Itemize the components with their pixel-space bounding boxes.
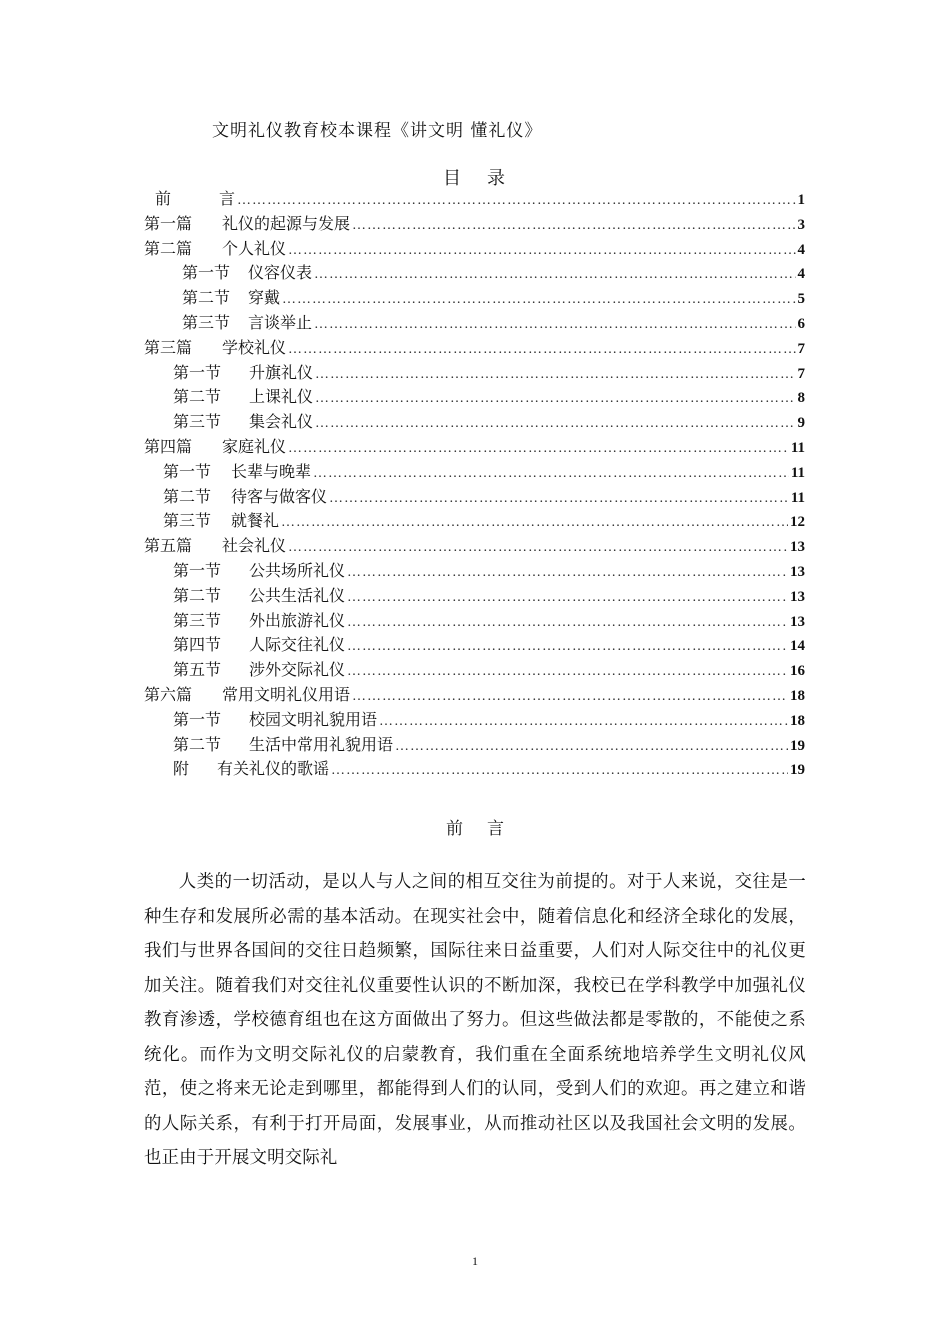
toc-entry-label: [173, 757, 329, 781]
toc-entry-number: 第一节: [163, 461, 212, 481]
toc-leader-dots: [379, 710, 788, 734]
toc-entry-number: 第四篇: [144, 437, 193, 456]
toc-leader-dots: [347, 635, 788, 659]
toc-entry-number: 第一节: [173, 709, 222, 729]
toc-leader-dots: [347, 611, 788, 635]
toc-entry-page: 7: [797, 340, 805, 357]
toc-entry[interactable]: [182, 261, 805, 285]
toc-entry-label: [173, 410, 313, 434]
toc-entry-label: [173, 633, 345, 657]
toc-entry[interactable]: [173, 385, 805, 409]
toc-entry[interactable]: [144, 212, 805, 236]
toc-entry-label: [182, 261, 312, 285]
toc-leader-dots: [347, 660, 788, 684]
toc-entry-label: [163, 485, 327, 509]
toc-entry-label: [144, 534, 286, 558]
toc-entry-page: 5: [797, 291, 805, 308]
toc-entry-page: 13: [790, 588, 805, 605]
toc-entry[interactable]: [144, 237, 805, 261]
toc-entry-label: [155, 187, 235, 211]
toc-entry-title: 人际交往礼仪: [249, 635, 346, 655]
toc-entry-page: 19: [790, 762, 805, 779]
toc-entry-number: 第六篇: [144, 685, 193, 704]
toc-entry-label: [173, 361, 313, 385]
toc-entry-title: 外出旅游礼仪: [249, 610, 346, 630]
toc-entry-title: 待客与做客仪: [231, 486, 328, 506]
toc-entry-number: 第一节: [173, 362, 222, 382]
toc-entry-number: 第一节: [173, 561, 222, 580]
toc-entry-title: 生活中常用礼貌用语: [249, 734, 394, 754]
toc-entry[interactable]: [173, 658, 805, 682]
toc-leader-dots: [314, 263, 795, 287]
toc-leader-dots: [315, 387, 795, 411]
toc-entry-label: [173, 658, 345, 682]
toc-entry-page: 14: [790, 638, 805, 655]
toc-entry-title: 校园文明礼貌用语: [249, 709, 378, 729]
toc-entry-label: [182, 311, 312, 335]
toc-entry[interactable]: [173, 609, 805, 633]
toc-entry-number: 第二节: [173, 734, 222, 754]
toc-leader-dots: [288, 239, 795, 263]
toc-leader-dots: [331, 759, 788, 783]
toc-entry-label: [144, 683, 350, 707]
toc-entry[interactable]: [173, 410, 805, 434]
toc-entry-label: [144, 336, 286, 360]
toc-entry-label: [182, 286, 280, 310]
toc-entry-number: 第三节: [173, 412, 222, 432]
toc-entry-label: [173, 385, 313, 409]
toc-entry-number: 第五节: [173, 660, 222, 680]
toc-entry-page: 13: [790, 539, 805, 556]
toc-entry-title: 升旗礼仪: [249, 362, 314, 382]
toc-entry[interactable]: [144, 336, 805, 360]
toc-entry-page: 13: [790, 613, 805, 630]
toc-entry-number: 前: [155, 189, 172, 208]
toc-entry[interactable]: [163, 485, 805, 509]
toc-entry-title: 个人礼仪: [222, 238, 287, 258]
toc-leader-dots: [288, 536, 788, 560]
toc-entry-title: 上课礼仪: [249, 387, 314, 407]
document-title: 文明礼仪教育校本课程《讲文明 懂礼仪》: [212, 121, 543, 141]
toc-heading-char-1: 目: [443, 168, 463, 189]
toc-entry[interactable]: [173, 633, 805, 657]
toc-entry-label: [144, 237, 286, 261]
toc-heading-char-2: 录: [487, 168, 507, 189]
toc-entry-page: 11: [790, 440, 805, 456]
page-number: 1: [472, 1254, 478, 1268]
toc-entry-title: 常用文明礼仪用语: [222, 685, 351, 704]
toc-entry-number: 第三节: [173, 610, 222, 630]
toc-entry-page: 11: [790, 489, 805, 506]
toc-entry-number: 第二节: [173, 585, 222, 605]
toc-entry-label: [173, 609, 345, 633]
toc-entry-page: 6: [797, 316, 805, 332]
toc-entry-title: 家庭礼仪: [222, 437, 287, 456]
toc-entry-number: 第一篇: [144, 213, 193, 233]
toc-entry-title: 有关礼仪的歌谣: [217, 759, 330, 779]
toc-entry-number: 第二篇: [144, 238, 193, 258]
toc-entry-number: 第二节: [173, 387, 222, 407]
toc-leader-dots: [395, 735, 788, 759]
toc-entry[interactable]: [173, 559, 805, 583]
toc-leader-dots: [314, 313, 795, 337]
toc-entry-number: 第二节: [182, 288, 231, 308]
toc-leader-dots: [315, 363, 795, 387]
toc-entry[interactable]: [182, 286, 805, 310]
toc-entry-title: 穿戴: [248, 288, 281, 308]
toc-entry-title: 社会礼仪: [222, 536, 287, 556]
toc-entry[interactable]: [163, 460, 805, 484]
toc-entry-title: 学校礼仪: [222, 337, 287, 357]
toc-entry[interactable]: [144, 435, 805, 459]
preface-heading-char-1: 前: [446, 819, 463, 839]
toc-leader-dots: [347, 561, 788, 585]
toc-entry[interactable]: [173, 733, 805, 757]
preface-heading: [0, 814, 950, 839]
toc-entry-title: 就餐礼: [231, 511, 280, 531]
toc-leader-dots: [281, 511, 788, 535]
toc-entry-label: [173, 559, 345, 583]
toc-entry-title: 长辈与晚辈: [231, 461, 312, 481]
toc-leader-dots: [329, 487, 789, 511]
toc-entry-title: 涉外交际礼仪: [249, 660, 346, 680]
toc-entry-title: 公共场所礼仪: [249, 561, 346, 580]
toc-entry-number: 第三节: [163, 511, 212, 531]
toc-entry-label: [173, 708, 377, 732]
toc-entry-label: [173, 584, 345, 608]
toc-entry-page: 4: [797, 266, 805, 283]
preface-paragraph: 人类的一切活动，是以人与人之间的相互交往为前提的。对于人来说，交往是一种生存和发展所必需的基本活动。在现实社会中，随着信息化和经济全球化的发展，我们与世界各国间的交往日趋频繁，国际往来日益重要，人们对人际交往中的礼仪更加关注。随着我们对交往礼仪重要性认识的不断加深，我校已在学科教学中加强礼仪教育渗透，学校德育组也在这方面做出了努力。但这些做法都是零散的，不能使之系统化。而作为文明交际礼仪的启蒙教育，我们重在全面系统地培养学生文明礼仪风范，使之将来无论走到哪里，都能得到人们的认同，受到人们的欢迎。再之建立和谐的人际关系，有利于打开局面，发展事业，从而推动社区以及我国社会文明的发展。也正由于开展文明交际礼: [144, 872, 806, 1168]
toc-entry-title: 言: [219, 189, 236, 208]
toc-leader-dots: [313, 462, 789, 486]
toc-entry[interactable]: [173, 584, 805, 608]
toc-entry-page: 8: [797, 390, 805, 407]
toc-entry[interactable]: [182, 311, 805, 335]
toc-leader-dots: [288, 437, 789, 461]
toc-entry-number: 第一节: [182, 263, 231, 283]
toc-leader-dots: [237, 189, 795, 213]
toc-entry-number: 第五篇: [144, 536, 193, 556]
toc-entry-title: 集会礼仪: [249, 412, 314, 432]
toc-leader-dots: [288, 338, 795, 362]
toc-entry[interactable]: [173, 757, 805, 781]
toc-entry-page: 7: [797, 365, 805, 382]
toc-entry-title: 礼仪的起源与发展: [222, 213, 351, 233]
toc-leader-dots: [352, 685, 788, 709]
toc-entry-page: 1: [797, 192, 805, 208]
toc-entry-page: 12: [790, 514, 805, 531]
toc-leader-dots: [352, 214, 795, 238]
toc-entry[interactable]: [163, 509, 805, 533]
toc-entry-page: 19: [790, 737, 805, 754]
toc-entry-number: 第二节: [163, 486, 212, 506]
toc-entry-number: 附: [173, 759, 190, 779]
toc-leader-dots: [347, 586, 788, 610]
toc-entry-label: [163, 460, 311, 484]
toc-entry-label: [163, 509, 279, 533]
toc-leader-dots: [282, 288, 795, 312]
toc-entry-title: 公共生活礼仪: [249, 585, 346, 605]
toc-entry-page: 18: [790, 712, 805, 729]
toc-entry[interactable]: [173, 361, 805, 385]
toc-entry-label: [144, 212, 350, 236]
toc-entry-number: 第三节: [182, 313, 231, 332]
toc-entry-title: 仪容仪表: [248, 263, 313, 283]
toc-entry-page: 4: [797, 241, 805, 258]
toc-entry-page: 11: [790, 464, 805, 481]
toc-entry[interactable]: [144, 683, 805, 707]
toc-entry-label: [144, 435, 286, 459]
toc-entry[interactable]: [144, 534, 805, 558]
toc-entry-page: 3: [797, 216, 805, 233]
toc-entry-page: 16: [790, 663, 805, 680]
toc-entry-page: 13: [790, 564, 805, 580]
toc-entry-page: 18: [790, 688, 805, 704]
toc-entry-label: [173, 733, 393, 757]
toc-entry-number: 第四节: [173, 635, 222, 655]
toc-leader-dots: [315, 412, 795, 436]
toc-entry-title: 言谈举止: [248, 313, 313, 332]
preface-heading-char-2: 言: [487, 819, 504, 839]
toc-entry[interactable]: [155, 187, 805, 211]
toc-entry-page: 9: [797, 415, 805, 432]
toc-entry-number: 第三篇: [144, 337, 193, 357]
toc-entry[interactable]: [173, 708, 805, 732]
